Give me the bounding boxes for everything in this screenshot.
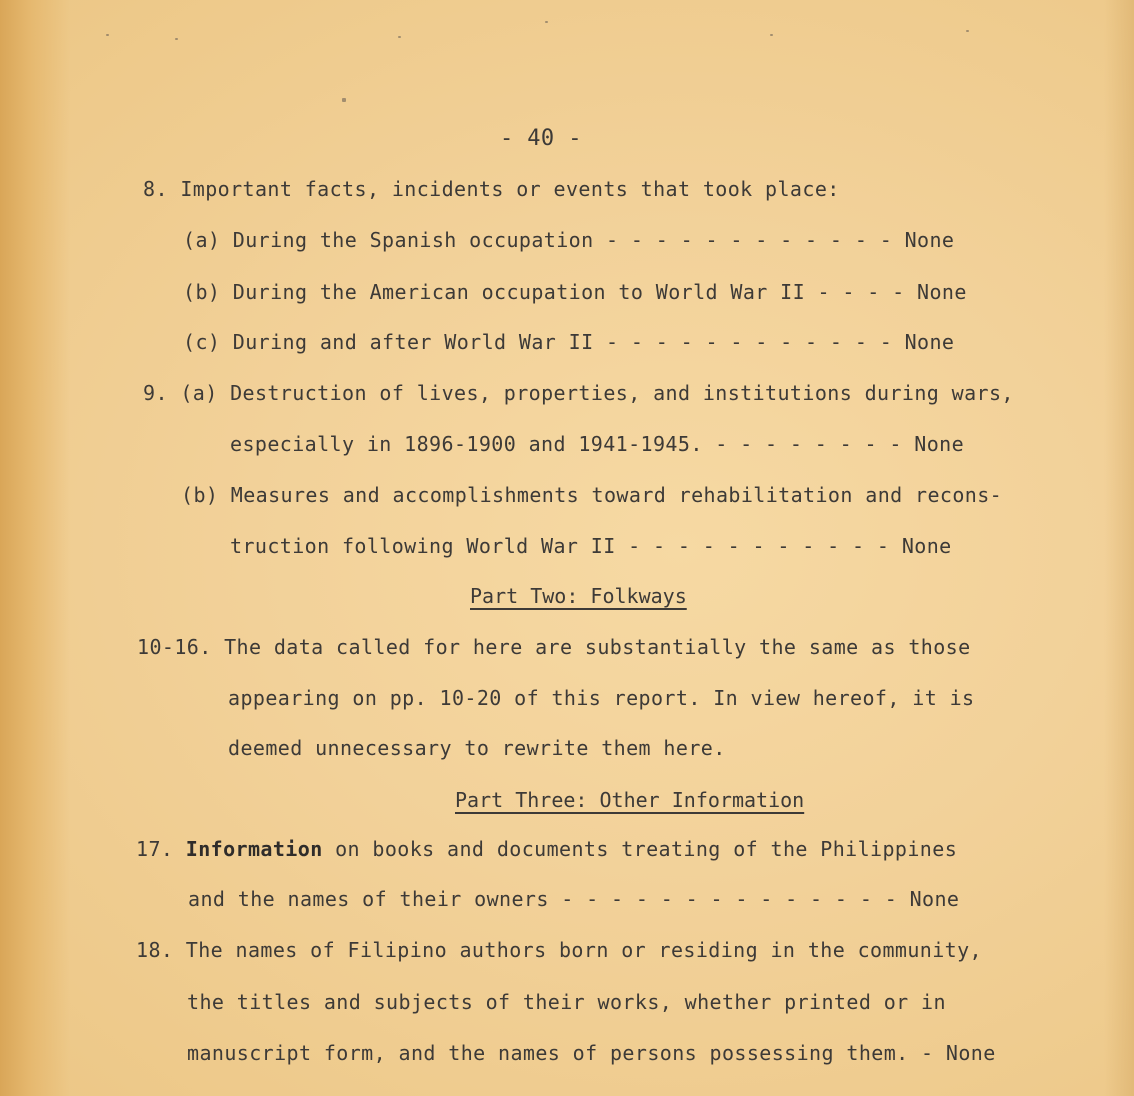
item-17-line-2: and the names of their owners - - - - - - - - - - - - - - None [188,887,960,911]
item-8b: (b) During the American occupation to World War II - - - - None [183,280,967,304]
item-10-16-line-2: appearing on pp. 10-20 of this report. In view hereof, it is [228,686,975,710]
paper-speck [545,21,548,23]
part-three-heading: Part Three: Other Information [455,788,805,812]
paper-speck [175,38,178,40]
item-9b-line-2: truction following World War II - - - - - - - - - - - None [230,534,952,558]
item-18-line-3: manuscript form, and the names of persons possessing them. - None [187,1041,996,1065]
item-8a: (a) During the Spanish occupation - - - - - - - - - - - - None [183,228,955,252]
item-9a-line-2: especially in 1896-1900 and 1941-1945. - - - - - - - - None [230,432,965,456]
item-8c: (c) During and after World War II - - - - - - - - - - - - None [183,330,955,354]
page-number: - 40 - [500,126,582,151]
item-17-number: 17. [136,837,174,861]
paper-speck [398,36,401,38]
paper-speck [770,34,773,36]
item-10-16-line-1: 10-16. The data called for here are substantially the same as those [137,635,971,659]
paper-speck [342,98,346,102]
item-8-intro: 8. Important facts, incidents or events that took place: [143,177,840,201]
item-17-line-1 [136,837,957,861]
item-17-bold-word: Information [185,837,323,861]
item-10-16-line-3: deemed unnecessary to rewrite them here. [228,736,726,760]
item-18-line-2: the titles and subjects of their works, whether printed or in [187,990,946,1014]
page-edge-shadow-right [1104,0,1134,1096]
item-9b-line-1: (b) Measures and accomplishments toward rehabilitation and recons- [181,483,1003,507]
paper-speck [106,34,109,36]
paper-speck [966,30,969,32]
item-9a-line-1: 9. (a) Destruction of lives, properties, and institutions during wars, [143,381,1014,405]
part-two-heading: Part Two: Folkways [470,584,687,608]
page-edge-shadow-left [0,0,70,1096]
item-18-line-1: 18. The names of Filipino authors born or residing in the community, [136,938,982,962]
item-17-line-1-rest: on books and documents treating of the Philippines [322,837,958,861]
